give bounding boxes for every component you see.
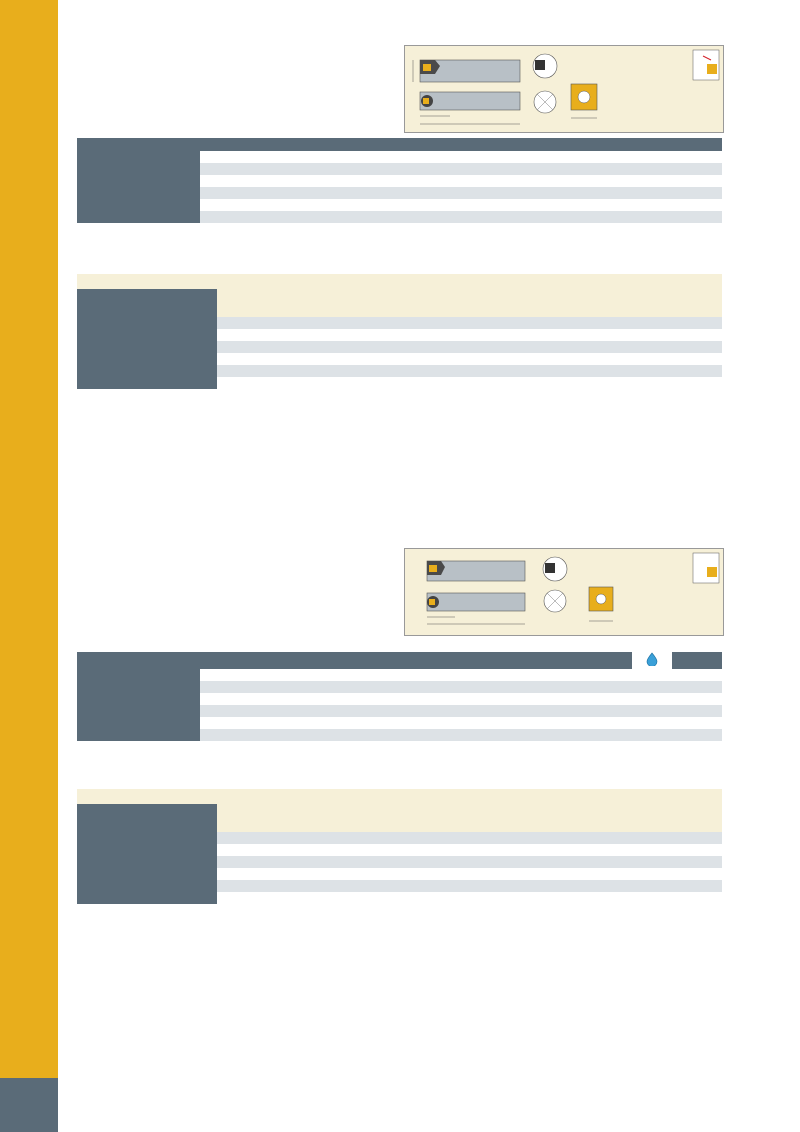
value-cell — [637, 892, 722, 904]
table-row — [77, 175, 722, 187]
table-row — [77, 377, 722, 389]
value-cell — [636, 199, 682, 211]
table-row — [77, 329, 722, 341]
value-cell — [492, 187, 540, 199]
boring-bar-drawing — [405, 549, 723, 635]
value-cell — [348, 163, 396, 175]
value-cell — [307, 329, 397, 341]
value-cell — [348, 211, 396, 223]
value-cell — [637, 353, 722, 365]
value-cell — [348, 187, 396, 199]
designation-cell — [77, 844, 217, 856]
value-cell — [292, 669, 334, 681]
sidebar — [0, 0, 58, 1132]
value-cell — [217, 880, 307, 892]
value-cell — [397, 880, 487, 892]
value-cell — [246, 681, 292, 693]
value-cell — [460, 669, 502, 681]
value-cell — [292, 717, 334, 729]
value-cell — [292, 681, 334, 693]
value-cell — [487, 317, 557, 329]
value-cell — [376, 717, 418, 729]
value-cell — [444, 199, 492, 211]
page-number — [0, 1078, 58, 1132]
value-cell — [672, 693, 722, 705]
value-cell — [334, 705, 376, 717]
value-cell — [300, 211, 348, 223]
value-cell — [632, 669, 672, 681]
value-cell — [682, 151, 722, 163]
value-cell — [540, 175, 590, 187]
value-cell — [632, 681, 672, 693]
value-cell — [557, 377, 637, 389]
value-cell — [348, 175, 396, 187]
table-row — [77, 365, 722, 377]
value-cell — [672, 669, 722, 681]
table-row — [77, 199, 722, 211]
value-cell — [396, 175, 444, 187]
table-row — [77, 353, 722, 365]
value-cell — [444, 163, 492, 175]
value-cell — [200, 729, 246, 741]
value-cell — [492, 211, 540, 223]
value-cell — [557, 353, 637, 365]
value-cell — [200, 693, 246, 705]
designation-cell — [77, 681, 200, 693]
designation-cell — [77, 856, 217, 868]
value-cell — [200, 199, 248, 211]
value-cell — [487, 832, 557, 844]
designation-cell — [77, 199, 200, 211]
value-cell — [487, 856, 557, 868]
value-cell — [540, 163, 590, 175]
value-cell — [637, 377, 722, 389]
value-cell — [376, 729, 418, 741]
value-cell — [636, 175, 682, 187]
value-cell — [418, 717, 460, 729]
value-cell — [200, 175, 248, 187]
value-cell — [502, 669, 548, 681]
value-cell — [292, 693, 334, 705]
value-cell — [307, 844, 397, 856]
value-cell — [502, 705, 548, 717]
value-cell — [334, 693, 376, 705]
table-row — [77, 832, 722, 844]
value-cell — [396, 199, 444, 211]
boring-bar-drawing — [405, 46, 723, 132]
value-cell — [348, 151, 396, 163]
table-row — [77, 729, 722, 741]
tool-drawing — [404, 548, 724, 636]
value-cell — [682, 163, 722, 175]
value-cell — [217, 868, 307, 880]
designation-cell — [77, 341, 217, 353]
designation-cell — [77, 892, 217, 904]
value-cell — [590, 705, 632, 717]
value-cell — [682, 211, 722, 223]
value-cell — [557, 317, 637, 329]
value-cell — [334, 681, 376, 693]
value-cell — [487, 844, 557, 856]
value-cell — [590, 669, 632, 681]
value-cell — [557, 329, 637, 341]
value-cell — [636, 151, 682, 163]
value-cell — [444, 211, 492, 223]
value-cell — [487, 329, 557, 341]
value-cell — [487, 377, 557, 389]
value-cell — [307, 892, 397, 904]
value-cell — [637, 856, 722, 868]
dimensions-table — [77, 652, 722, 741]
designation-cell — [77, 669, 200, 681]
value-cell — [557, 341, 637, 353]
value-cell — [397, 856, 487, 868]
value-cell — [200, 187, 248, 199]
value-cell — [292, 705, 334, 717]
value-cell — [217, 844, 307, 856]
value-cell — [502, 693, 548, 705]
value-cell — [300, 199, 348, 211]
value-cell — [397, 377, 487, 389]
value-cell — [444, 175, 492, 187]
designation-cell — [77, 717, 200, 729]
designation-cell — [77, 187, 200, 199]
value-cell — [444, 151, 492, 163]
value-cell — [487, 892, 557, 904]
value-cell — [590, 693, 632, 705]
value-cell — [637, 365, 722, 377]
value-cell — [307, 880, 397, 892]
designation-cell — [77, 832, 217, 844]
value-cell — [636, 163, 682, 175]
value-cell — [557, 844, 637, 856]
designation-cell — [77, 151, 200, 163]
value-cell — [548, 693, 590, 705]
value-cell — [557, 832, 637, 844]
value-cell — [248, 163, 300, 175]
value-cell — [200, 717, 246, 729]
value-cell — [300, 187, 348, 199]
table-row — [77, 187, 722, 199]
value-cell — [590, 729, 632, 741]
value-cell — [487, 880, 557, 892]
value-cell — [307, 353, 397, 365]
dimensions-table — [77, 138, 722, 223]
designation-cell — [77, 705, 200, 717]
value-cell — [300, 175, 348, 187]
value-cell — [487, 365, 557, 377]
designation-cell — [77, 163, 200, 175]
value-cell — [300, 151, 348, 163]
value-cell — [248, 211, 300, 223]
value-cell — [548, 705, 590, 717]
value-cell — [217, 377, 307, 389]
value-cell — [307, 377, 397, 389]
value-cell — [200, 669, 246, 681]
value-cell — [540, 151, 590, 163]
value-cell — [540, 199, 590, 211]
value-cell — [632, 705, 672, 717]
value-cell — [397, 892, 487, 904]
value-cell — [548, 717, 590, 729]
value-cell — [396, 211, 444, 223]
table-row — [77, 717, 722, 729]
value-cell — [248, 175, 300, 187]
table-header — [77, 138, 722, 151]
value-cell — [672, 681, 722, 693]
value-cell — [548, 681, 590, 693]
value-cell — [396, 163, 444, 175]
value-cell — [246, 717, 292, 729]
value-cell — [217, 832, 307, 844]
value-cell — [487, 341, 557, 353]
value-cell — [397, 317, 487, 329]
value-cell — [590, 163, 636, 175]
spare-parts-table — [77, 289, 722, 389]
table-row — [77, 705, 722, 717]
value-cell — [590, 187, 636, 199]
value-cell — [682, 187, 722, 199]
spare-parts-heading — [77, 789, 722, 804]
value-cell — [200, 211, 248, 223]
coolant-icon — [632, 652, 672, 669]
designation-cell — [77, 365, 217, 377]
spare-header — [77, 289, 722, 317]
value-cell — [217, 341, 307, 353]
value-cell — [397, 365, 487, 377]
value-cell — [217, 856, 307, 868]
value-cell — [590, 681, 632, 693]
value-cell — [637, 844, 722, 856]
value-cell — [246, 729, 292, 741]
value-cell — [396, 187, 444, 199]
value-cell — [418, 705, 460, 717]
value-cell — [307, 868, 397, 880]
value-cell — [460, 681, 502, 693]
table-row — [77, 844, 722, 856]
value-cell — [636, 211, 682, 223]
value-cell — [492, 175, 540, 187]
value-cell — [590, 175, 636, 187]
value-cell — [590, 717, 632, 729]
value-cell — [636, 187, 682, 199]
table-row — [77, 163, 722, 175]
table-row — [77, 868, 722, 880]
value-cell — [637, 880, 722, 892]
value-cell — [502, 681, 548, 693]
value-cell — [292, 729, 334, 741]
value-cell — [632, 693, 672, 705]
table-row — [77, 211, 722, 223]
value-cell — [397, 353, 487, 365]
value-cell — [492, 199, 540, 211]
value-cell — [540, 211, 590, 223]
value-cell — [557, 365, 637, 377]
designation-cell — [77, 868, 217, 880]
value-cell — [637, 868, 722, 880]
value-cell — [557, 856, 637, 868]
designation-cell — [77, 175, 200, 187]
value-cell — [200, 151, 248, 163]
value-cell — [502, 717, 548, 729]
value-cell — [397, 868, 487, 880]
designation-cell — [77, 693, 200, 705]
designation-cell — [77, 211, 200, 223]
value-cell — [548, 729, 590, 741]
value-cell — [334, 717, 376, 729]
value-cell — [334, 729, 376, 741]
value-cell — [217, 365, 307, 377]
value-cell — [492, 163, 540, 175]
table-row — [77, 669, 722, 681]
value-cell — [376, 681, 418, 693]
value-cell — [637, 341, 722, 353]
value-cell — [246, 669, 292, 681]
designation-cell — [77, 880, 217, 892]
value-cell — [397, 341, 487, 353]
value-cell — [248, 151, 300, 163]
value-cell — [460, 717, 502, 729]
tool-drawing — [404, 45, 724, 133]
value-cell — [632, 717, 672, 729]
value-cell — [540, 187, 590, 199]
spare-parts-table — [77, 804, 722, 904]
value-cell — [682, 199, 722, 211]
value-cell — [334, 669, 376, 681]
value-cell — [200, 681, 246, 693]
value-cell — [376, 669, 418, 681]
table-row — [77, 693, 722, 705]
value-cell — [557, 892, 637, 904]
value-cell — [492, 151, 540, 163]
value-cell — [590, 199, 636, 211]
value-cell — [248, 187, 300, 199]
value-cell — [217, 317, 307, 329]
designation-cell — [77, 729, 200, 741]
value-cell — [672, 705, 722, 717]
designation-cell — [77, 317, 217, 329]
value-cell — [397, 844, 487, 856]
table-row — [77, 681, 722, 693]
value-cell — [637, 329, 722, 341]
value-cell — [300, 163, 348, 175]
spare-header — [77, 804, 722, 832]
value-cell — [487, 868, 557, 880]
value-cell — [548, 669, 590, 681]
value-cell — [460, 693, 502, 705]
value-cell — [637, 832, 722, 844]
value-cell — [460, 729, 502, 741]
value-cell — [672, 729, 722, 741]
value-cell — [487, 353, 557, 365]
value-cell — [397, 329, 487, 341]
value-cell — [396, 151, 444, 163]
table-row — [77, 892, 722, 904]
designation-cell — [77, 329, 217, 341]
value-cell — [590, 211, 636, 223]
value-cell — [418, 693, 460, 705]
value-cell — [246, 693, 292, 705]
value-cell — [397, 832, 487, 844]
value-cell — [502, 729, 548, 741]
table-row — [77, 856, 722, 868]
value-cell — [307, 832, 397, 844]
value-cell — [418, 729, 460, 741]
value-cell — [672, 717, 722, 729]
designation-cell — [77, 377, 217, 389]
value-cell — [200, 705, 246, 717]
value-cell — [307, 317, 397, 329]
value-cell — [418, 681, 460, 693]
value-cell — [444, 187, 492, 199]
sidebar-title — [6, 255, 54, 475]
table-row — [77, 317, 722, 329]
value-cell — [637, 317, 722, 329]
value-cell — [376, 693, 418, 705]
value-cell — [557, 868, 637, 880]
table-row — [77, 341, 722, 353]
value-cell — [590, 151, 636, 163]
value-cell — [217, 353, 307, 365]
value-cell — [376, 705, 418, 717]
value-cell — [557, 880, 637, 892]
value-cell — [307, 365, 397, 377]
value-cell — [460, 705, 502, 717]
value-cell — [632, 729, 672, 741]
value-cell — [682, 175, 722, 187]
value-cell — [307, 856, 397, 868]
value-cell — [217, 892, 307, 904]
value-cell — [418, 669, 460, 681]
value-cell — [217, 329, 307, 341]
value-cell — [307, 341, 397, 353]
designation-cell — [77, 353, 217, 365]
spare-parts-heading — [77, 274, 722, 289]
value-cell — [200, 163, 248, 175]
table-row — [77, 151, 722, 163]
value-cell — [246, 705, 292, 717]
value-cell — [248, 199, 300, 211]
table-header — [77, 652, 722, 669]
value-cell — [348, 199, 396, 211]
table-row — [77, 880, 722, 892]
